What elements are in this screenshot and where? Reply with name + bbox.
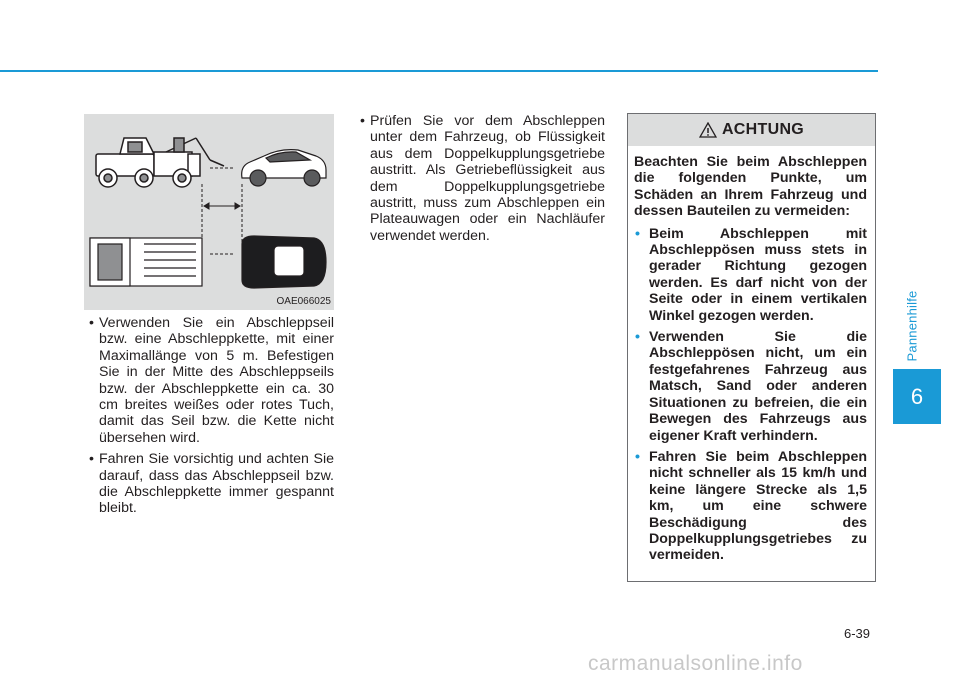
chapter-number: 6	[910, 383, 924, 409]
list-item: • Verwenden Sie ein Abschleppseil bzw. eine Abschleppkette, mit einer Maximallänge von 5 m. Befestigen Sie in der Mitte des Abschleppseils bzw. der Abschleppkette ein ca. 30 cm breites weißes oder rotes Tuch, damit das Seil bzw. die Kette nicht übersehen wird.	[84, 315, 334, 446]
warning-title: ACHTUNG	[721, 121, 805, 138]
warning-header	[628, 114, 875, 146]
section-label-text: Pannenhilfe	[904, 290, 920, 362]
tow-truck-top	[90, 238, 202, 286]
list-item: • Fahren Sie beim Abschleppen nicht schneller als 15 km/h und keine längere Strecke als 1,5 km, um eine schwere Beschädigung des Doppelkupplungsgetriebes zu vermeiden.	[634, 449, 867, 564]
middle-column	[355, 113, 605, 249]
list-item: • Verwenden Sie die Abschleppösen nicht, um ein festgefahrenes Fahrzeug aus Matsch, Sand oder anderen Situationen zu befreien, die ein Bewegen des Fahrzeugs aus eigener Kraft verhindern.	[634, 329, 867, 444]
warning-triangle-icon	[699, 122, 717, 138]
towing-figure	[84, 114, 334, 310]
tow-distance-markers	[202, 168, 242, 254]
list-item: • Prüfen Sie vor dem Abschleppen unter dem Fahrzeug, ob Flüssigkeit aus dem Doppelkupplungsgetriebe austritt. Als Getriebeflüssigkeit aus dem Doppelkupplungsgetriebe austritt, muss zum Abschleppen ein Plateauwagen oder ein Nachläufer verwendet werden.	[355, 113, 605, 244]
warning-list	[634, 226, 867, 564]
towing-diagram-illustration	[84, 114, 334, 310]
warning-box	[627, 113, 876, 582]
list-item: • Beim Abschleppen mit Abschleppösen muss stets in gerader Richtung gezogen werden. Es darf nicht von der Seite oder in einem vertikalen Winkel gezogen werden.	[634, 226, 867, 324]
chapter-tab	[893, 369, 941, 424]
warning-body	[628, 146, 875, 564]
middle-bullet-list	[355, 113, 605, 244]
section-side-label	[882, 286, 942, 366]
list-item: • Fahren Sie vorsichtig und achten Sie darauf, dass das Abschleppseil bzw. die Abschleppkette immer gespannt bleibt.	[84, 451, 334, 517]
left-column	[84, 315, 334, 522]
left-bullet-list	[84, 315, 334, 517]
page-number: 6-39	[844, 626, 871, 641]
warning-intro: Beachten Sie beim Abschleppen die folgenden Punkte, um Schäden an Ihrem Fahrzeug und dessen Bauteilen zu vermeiden:	[634, 154, 867, 220]
watermark: carmanualsonline.info	[588, 652, 803, 675]
tow-truck-side	[96, 138, 224, 187]
towed-car-side	[242, 150, 326, 186]
header-rule	[0, 70, 878, 72]
towed-car-top	[242, 236, 326, 288]
figure-caption: OAE066025	[276, 296, 331, 307]
